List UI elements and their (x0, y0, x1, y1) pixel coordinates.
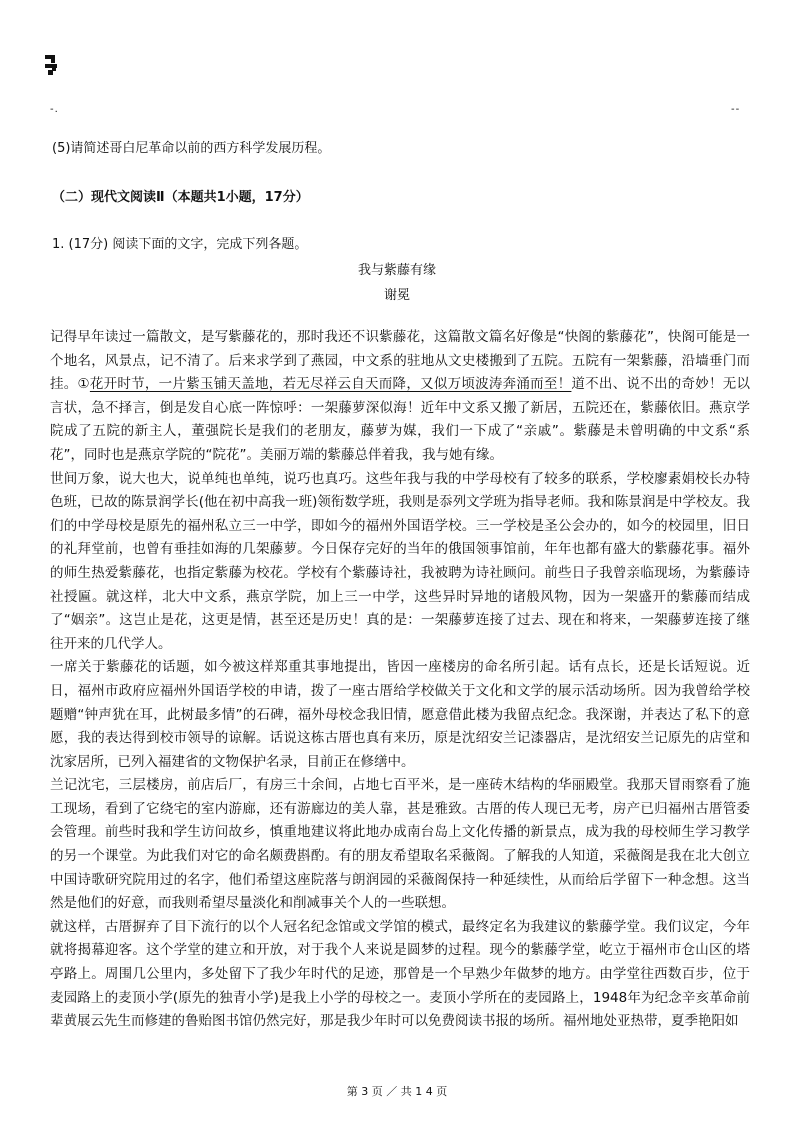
article-author: 谢冕 (383, 288, 410, 303)
paragraph-4: 兰记沈宅，三层楼房，前店后厂，有房三十余间，占地七百平米，是一座砖木结构的华丽殿堂。我那天冒雨察看了施工现场，看到了它绕宅的室内游廊，还有游廊边的美人靠，甚是雅致。古厝的传人现已无考，房产已归福州古厝管委会管理。前些时我和学生访问故乡，慎重地建议将此地办成南台岛上文化传播的新景点，成为我的母校师生学习教学的另一个课堂。为此我们对它的命名颇费斟酌。有的朋友希望取名采薇阁。了解我的人知道，采薇阁是我在北大创立中国诗歌研究院用过的名字，他们希望这座院落与朗润园的采薇阁保持一种延续性，从而给后学留下一种念想。这当然是他们的好意，而我则希望尽量淡化和削减事关个人的一些联想。 (50, 777, 750, 912)
underlined-sentence: 花开时节，一片紫玉铺天盖地，若无尽祥云自天而降，又似万顷波涛奔涌而至！ (89, 376, 572, 393)
header-marker-right: -- (731, 104, 741, 115)
section-heading: （二）现代文阅读Ⅱ（本题共1小题，17分） (52, 190, 309, 205)
article-body (50, 326, 750, 1034)
paragraph-5: 就这样，古厝摒弃了目下流行的以个人冠名纪念馆或文学馆的模式，最终定名为我建议的紫藤学堂。我们议定，今年就将揭幕迎客。这个学堂的建立和开放，对于我个人来说是圆梦的过程。现今的紫藤学堂，屹立于福州市仓山区的塔亭路上。周围几公里内，多处留下了我少年时代的足迹，那曾是一个早熟少年做梦的地方。由学堂往西数百步，位于麦园路上的麦顶小学(原先的独青小学)是我上小学的母校之一。麦顶小学所在的麦园路上，1948年为纪念辛亥革命前辈黄展云先生而修建的鲁贻图书馆仍然完好，那是我少年时可以免费阅读书报的场所。福州地处亚热带，夏季艳阳如 (50, 918, 750, 1030)
article-title: 我与紫藤有缘 (357, 263, 436, 278)
paragraph-2: 世间万象，说大也大，说单纯也单纯，说巧也真巧。这些年我与我的中学母校有了较多的联系，学校廖素娟校长办特色班，已故的陈景润学长(他在初中高我一班)领衔数学班，我则是忝列文学班为指导老师。我和陈景润是中学校友。我们的中学母校是原先的福州私立三一中学，即如今的福州外国语学校。三一学校是圣公会办的，如今的校园里，旧日的礼拜堂前，也曾有垂挂如海的几架藤萝。今日保存完好的当年的俄国领事馆前，年年也都有盛大的紫藤花事。福外的师生热爱紫藤花，也指定紫藤为校花。学校有个紫藤诗社，我被聘为诗社顾问。前些日子我曾亲临现场，为紫藤诗社授匾。就这样，北大中文系，燕京学院，加上三一中学，这些异时异地的诸般风物，因为一架盛开的紫藤而结成了“姻亲”。这岂止是花，这更是情，甚至还是历史！真的是：一架藤萝连接了过去、现在和将来，一架藤萝连接了继往开来的几代学人。 (50, 470, 750, 652)
paragraph-1-end: 道不出、说不出的奇妙！无以言状，急不择言，倒是发自心底一阵惊呼：一架藤萝深似海！近年中文系又搬了新居，五院还在，紫藤依旧。燕京学院成了五院的新主人，董强院长是我们的老朋友，藤萝为媒，我们一下成了“亲戚”。紫藤是未曾明确的中文系“系花”，同时也是燕京学院的“院花”。美丽万端的紫藤总伴着我，我与她有缘。 (50, 376, 751, 463)
page-number: 第 3 页 ／ 共 1 4 页 (346, 1085, 448, 1098)
paragraph-3: 一席关于紫藤花的话题，如今被这样郑重其事地提出，皆因一座楼房的命名所引起。话有点长，还是长话短说。近日，福州市政府应福州外国语学校的申请，拨了一座古厝给学校做关于文化和文学的展示活动场所。因为我曾给学校题赠“钟声犹在耳，此树最多情”的石碑，福外母校念我旧情，愿意借此楼为我留点纪念。我深谢，并表达了私下的意愿，我的表达得到校市领导的谅解。话说这栋古厝也真有来历，原是沈绍安兰记漆器店，是沈绍安兰记原先的店堂和沈家居所，已列入福建省的文物保护名录，目前正在修缮中。 (50, 659, 750, 770)
header-marker-left: -. (50, 104, 59, 115)
question-1-prompt: 1. (17分) 阅读下面的文字，完成下列各题。 (52, 237, 308, 252)
brand-logo-icon (44, 54, 58, 76)
paragraph-1 (50, 326, 750, 468)
paragraph-1-start: 记得早年读过一篇散文，是写紫藤花的，那时我还不识紫藤花，这篇散文篇名好像是“快阁的紫藤花”，快阁可能是一个地名，风景点，记不清了。后来求学到了燕园，中文系的驻地从文史楼搬到了五院。五院有一架紫藤，沿墙垂门而挂。① (50, 329, 750, 393)
question-5-text: (5)请简述哥白尼革命以前的西方科学发展历程。 (52, 141, 331, 156)
